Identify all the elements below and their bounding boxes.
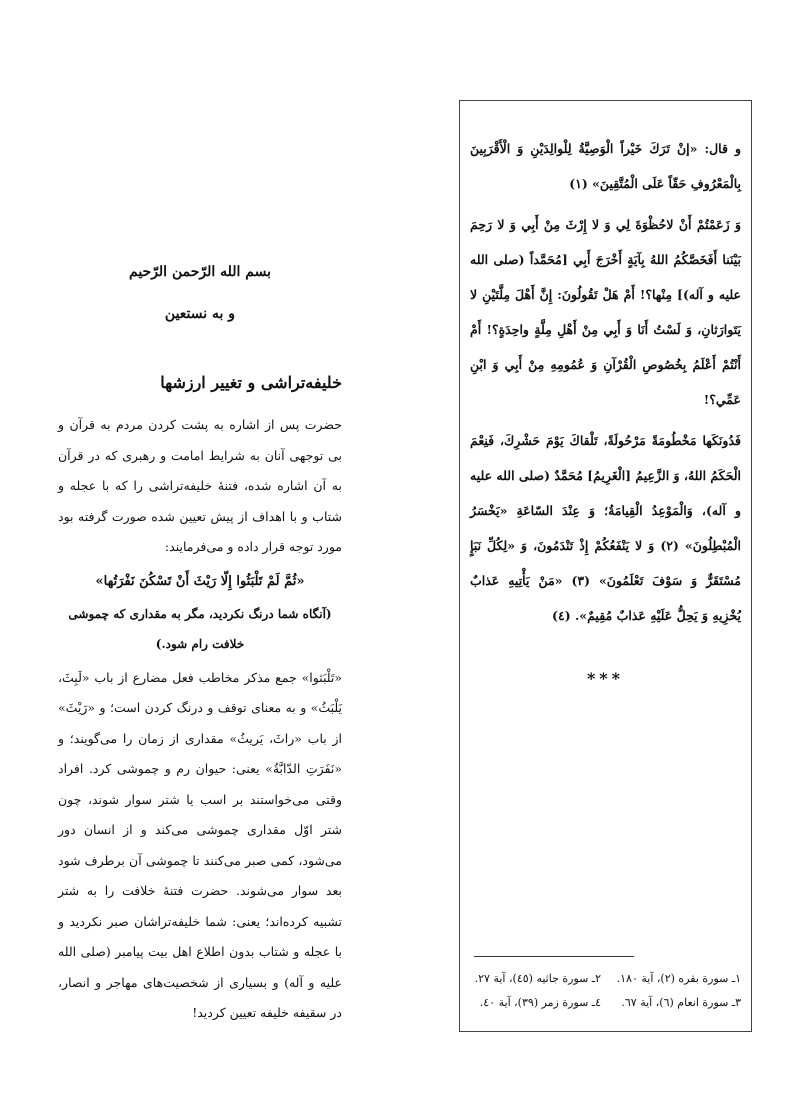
- left-page: [58, 262, 342, 1033]
- footnote-3: ٣ـ سورة انعام (٦)، آية ٦٧.: [621, 996, 741, 1009]
- section-title: خليفه‌تراشی و تغيير ارزشها: [160, 373, 342, 392]
- section-divider-stars: ***: [586, 669, 625, 688]
- subtitle-heading: و به نستعين: [164, 306, 236, 322]
- right-page: [459, 100, 752, 1032]
- arabic-paragraph-1: و قال: «إنْ تَرَكَ خَيْراً الْوَصِيَّةُ لِلْوالِدَيْنِ وَ الْأَقْرَبِينَ بِالْمَعْرُوفِ حَقّاً عَلَى الْمُتَّقِينَ» (١): [470, 141, 741, 191]
- intro-paragraph: حضرت پس از اشاره به پشت كردن مردم به قرآن و بی توجهی آنان به شرایط امامت و رهبری كه در قرآن به آن اشاره شده، فتنهٔ خلیفه‌تراشی را كه با عجله و شتاب و با اهداف از پیش تعیین شده صورت گرفته بود مورد توجه قرار داده و می‌فرمایند:: [58, 417, 342, 554]
- basmala-heading: بسم الله الرّحمن الرّحيم: [129, 264, 271, 280]
- footnotes: [471, 967, 741, 1015]
- footnote-4: ٤ـ سورة زمر (٣٩)، آية ٤٠.: [479, 996, 601, 1009]
- explanation-paragraph: «تَلْبَثوا» جمع مذكر مخاطب فعل مضارع از باب «لَبِثَ، يَلْبَثُ» و به معنای توقف و درنگ كردن است؛ و «رَيْثَ» از باب «راثَ، يَريثُ» مقداری از زمان را می‌گویند؛ و «نَفَرَتِ الدّابَّةُ» یعنی: حیوان رم و چموشی كرد. افراد وقتی می‌خواستند بر اسب یا شتر سوار شوند، چون شتر اوّل مقداری چموشی می‌كند و از انسان دور می‌شود، كمی صبر می‌كنند تا چموشی آن برطرف شود بعد سوار می‌شوند. حضرت فتنهٔ خلافت را به شتر تشبیه كرده‌اند؛ یعنی: شما خلیفه‌تراشان صبر نكردید و با عجله و شتاب بدون اطلاع اهل بیت پیامبر (صلى الله عليه و آله) و بسیاری از شخصیت‌های مهاجر و انصار، در سقیفه خلیفه تعیین كردید!: [58, 669, 342, 1020]
- quoted-verse: «ثُمَّ لَمْ تَلْبَثُوا إِلّا رَيْثَ أَنْ تَسْكُنَ نَفْرَتُها»: [95, 573, 305, 589]
- arabic-paragraph-2: وَ زَعَمْتُمْ أَنْ لاحُظْوَةَ لِي وَ لا إِرْثَ مِنْ أَبِي وَ لا رَحِمَ بَيْنَنا أَفَخَصَّكُمُ اللهُ بِآيَةٍ أَخْرَجَ أَبِي [مُحَمَّداً (صلى الله عليه و آله)] مِنْها؟! أَمْ هَلْ تَقُولُونَ: إِنَّ أَهْلَ مِلَّتَيْنِ لا يَتَوارَثانِ، وَ لَسْتُ أَنَا وَ أَبِي مِنْ أَهْلِ مِلَّةٍ واحِدَةٍ؟! أَمْ أَنْتُمْ أَعْلَمُ بِخُصُوصِ الْقُرْآنِ وَ عُمُومِهِ مِنْ أَبِي وَ ابْنِ عَمِّي؟!: [470, 217, 741, 407]
- footnote-rule: [474, 956, 634, 957]
- verse-translation: (آنگاه شما درنگ نكردید، مگر به مقداری كه چموشی خلافت رام شود.): [68, 606, 332, 651]
- footnote-2: ٢ـ سورة جاثيه (٤٥)، آية ٢٧.: [474, 972, 601, 985]
- footnote-1: ١ـ سورة بقره (٢)، آية ١٨٠.: [616, 972, 741, 985]
- arabic-paragraph-3: فَدُونَكَها مَخْطُومَةً مَرْحُولَةً، تَلْقاكَ يَوْمَ حَشْرِكَ، فَنِعْمَ الْحَكَمُ اللهُ، وَ الزَّعِيمُ [الْغَرِيمُ] مُحَمَّدٌ (صلى الله عليه و آله)، وَالْمَوْعِدُ الْقِيامَةُ؛ وَ عِنْدَ السّاعَةِ «يَخْسَرُ الْمُبْطِلُونَ» (٢) وَ لا يَنْفَعُكُمْ إِذْ تَنْدَمُونَ، وَ «لِكُلِّ نَبَإٍ مُسْتَقَرٌّ وَ سَوْفَ تَعْلَمُونَ» (٣) «مَنْ يَأْتِيهِ عَذابٌ يُخْزِيهِ وَ يَحِلُّ عَلَيْهِ عَذابٌ مُقِيمٌ». (٤): [470, 433, 742, 623]
